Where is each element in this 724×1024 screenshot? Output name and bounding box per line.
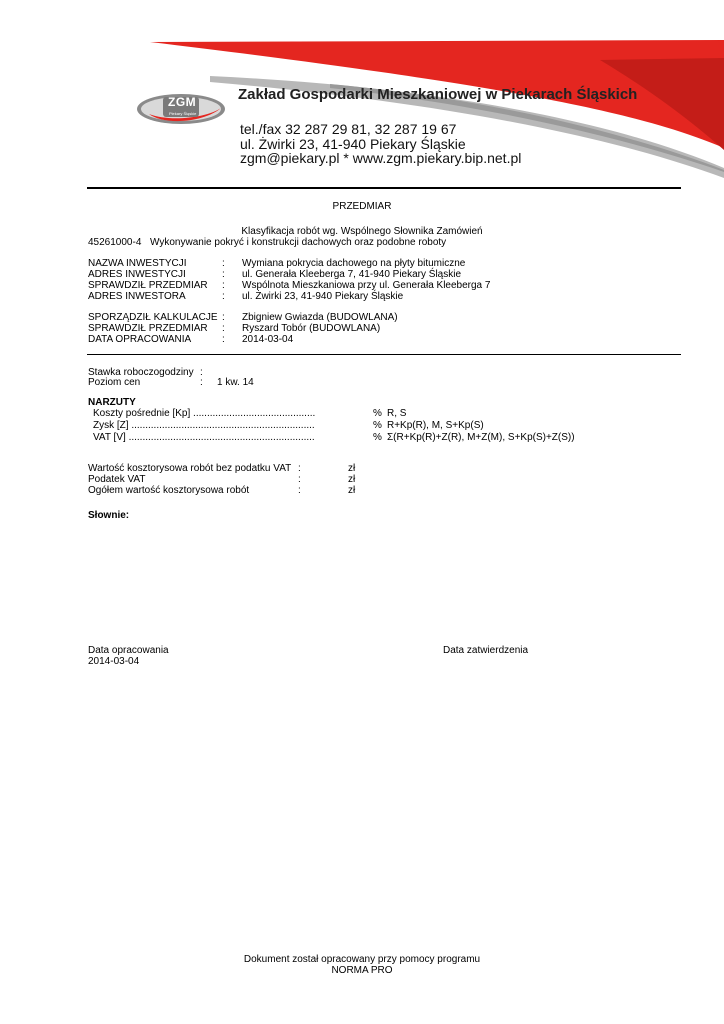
prep-date-value: 2014-03-04: [242, 334, 294, 345]
section-divider: [87, 354, 681, 355]
colon: :: [200, 367, 203, 378]
colon: :: [222, 323, 225, 334]
overhead-vat-formula: Σ(R+Kp(R)+Z(R), M+Z(M), S+Kp(S)+Z(S)): [387, 432, 575, 443]
company-name: Zakład Gospodarki Mieszkaniowej w Piekarach Śląskich: [238, 86, 638, 103]
investment-address-label: ADRES INWESTYCJI: [88, 269, 186, 280]
labour-rate-label: Stawka roboczogodziny: [88, 367, 194, 378]
investment-name-value: Wymiana pokrycia dachowego na płyty bitumiczne: [242, 258, 466, 269]
colon: :: [222, 280, 225, 291]
contact-phone: tel./fax 32 287 29 81, 32 287 19 67: [240, 121, 457, 137]
verified-by-label: SPRAWDZIŁ PRZEDMIAR: [88, 323, 208, 334]
net-value-label: Wartość kosztorysowa robót bez podatku VAT: [88, 463, 292, 474]
cpv-description: Wykonywanie pokryć i konstrukcji dachowych oraz podobne roboty: [150, 237, 447, 248]
verified-by-value: Ryszard Tobór (BUDOWLANA): [242, 323, 381, 334]
logo-subtext: Piekary Śląskie: [169, 111, 197, 116]
price-level-value: 1 kw. 14: [217, 377, 254, 388]
overhead-profit-label: Zysk [Z] ..................................................................: [93, 420, 315, 431]
classification-heading: Klasyfikacja robót wg. Wspólnego Słownika Zamówień: [241, 226, 483, 237]
prep-date-footer-value: 2014-03-04: [88, 656, 140, 667]
investment-address-value: ul. Generała Kleeberga 7, 41-940 Piekary Śląskie: [242, 269, 462, 280]
colon: :: [222, 291, 225, 302]
overhead-profit-unit: %: [373, 420, 382, 431]
prepared-by-label: SPORZĄDZIŁ KALKULACJE: [88, 312, 218, 323]
footer-program-line: Dokument został opracowany przy pomocy programu: [243, 954, 481, 965]
footer-program-name: NORMA PRO: [331, 965, 393, 976]
investor-address-value: ul. Żwirki 23, 41-940 Piekary Śląskie: [242, 291, 404, 302]
colon: :: [298, 463, 301, 474]
logo-text: ZGM: [168, 95, 197, 109]
colon: :: [222, 258, 225, 269]
checked-by-label: SPRAWDZIŁ PRZEDMIAR: [88, 280, 208, 291]
gross-value-label: Ogółem wartość kosztorysowa robót: [88, 485, 250, 496]
overheads-heading: NARZUTY: [88, 397, 136, 408]
colon: :: [222, 312, 225, 323]
overhead-vat-label: VAT [V] ...................................................................: [93, 432, 315, 443]
overhead-vat-unit: %: [373, 432, 382, 443]
approval-date-label: Data zatwierdzenia: [443, 645, 529, 656]
prep-date-label: DATA OPRACOWANIA: [88, 334, 192, 345]
cpv-code: 45261000-4: [88, 237, 142, 248]
prepared-by-value: Zbigniew Gwiazda (BUDOWLANA): [242, 312, 398, 323]
investment-name-label: NAZWA INWESTYCJI: [88, 258, 187, 269]
header-divider: [87, 187, 681, 189]
in-words-label: Słownie:: [88, 510, 130, 521]
contact-email-web: zgm@piekary.pl * www.zgm.piekary.bip.net.pl: [240, 150, 522, 166]
colon: :: [298, 485, 301, 496]
contact-address: ul. Żwirki 23, 41-940 Piekary Śląskie: [240, 136, 466, 152]
net-value-unit: zł: [348, 463, 356, 474]
document-title: PRZEDMIAR: [332, 201, 392, 212]
colon: :: [222, 334, 225, 345]
investor-address-label: ADRES INWESTORA: [88, 291, 186, 302]
overhead-profit-formula: R+Kp(R), M, S+Kp(S): [387, 420, 484, 431]
colon: :: [222, 269, 225, 280]
price-level-label: Poziom cen: [88, 377, 141, 388]
checked-by-value: Wspólnota Mieszkaniowa przy ul. Generała Kleeberga 7: [242, 280, 491, 291]
vat-label: Podatek VAT: [88, 474, 146, 485]
overhead-indirect-unit: %: [373, 408, 382, 419]
overhead-indirect-formula: R, S: [387, 408, 407, 419]
colon: :: [298, 474, 301, 485]
prep-date-footer-label: Data opracowania: [88, 645, 169, 656]
colon: :: [200, 377, 203, 388]
vat-unit: zł: [348, 474, 356, 485]
gross-value-unit: zł: [348, 485, 356, 496]
overhead-indirect-label: Koszty pośrednie [Kp] ............................................: [93, 408, 316, 419]
